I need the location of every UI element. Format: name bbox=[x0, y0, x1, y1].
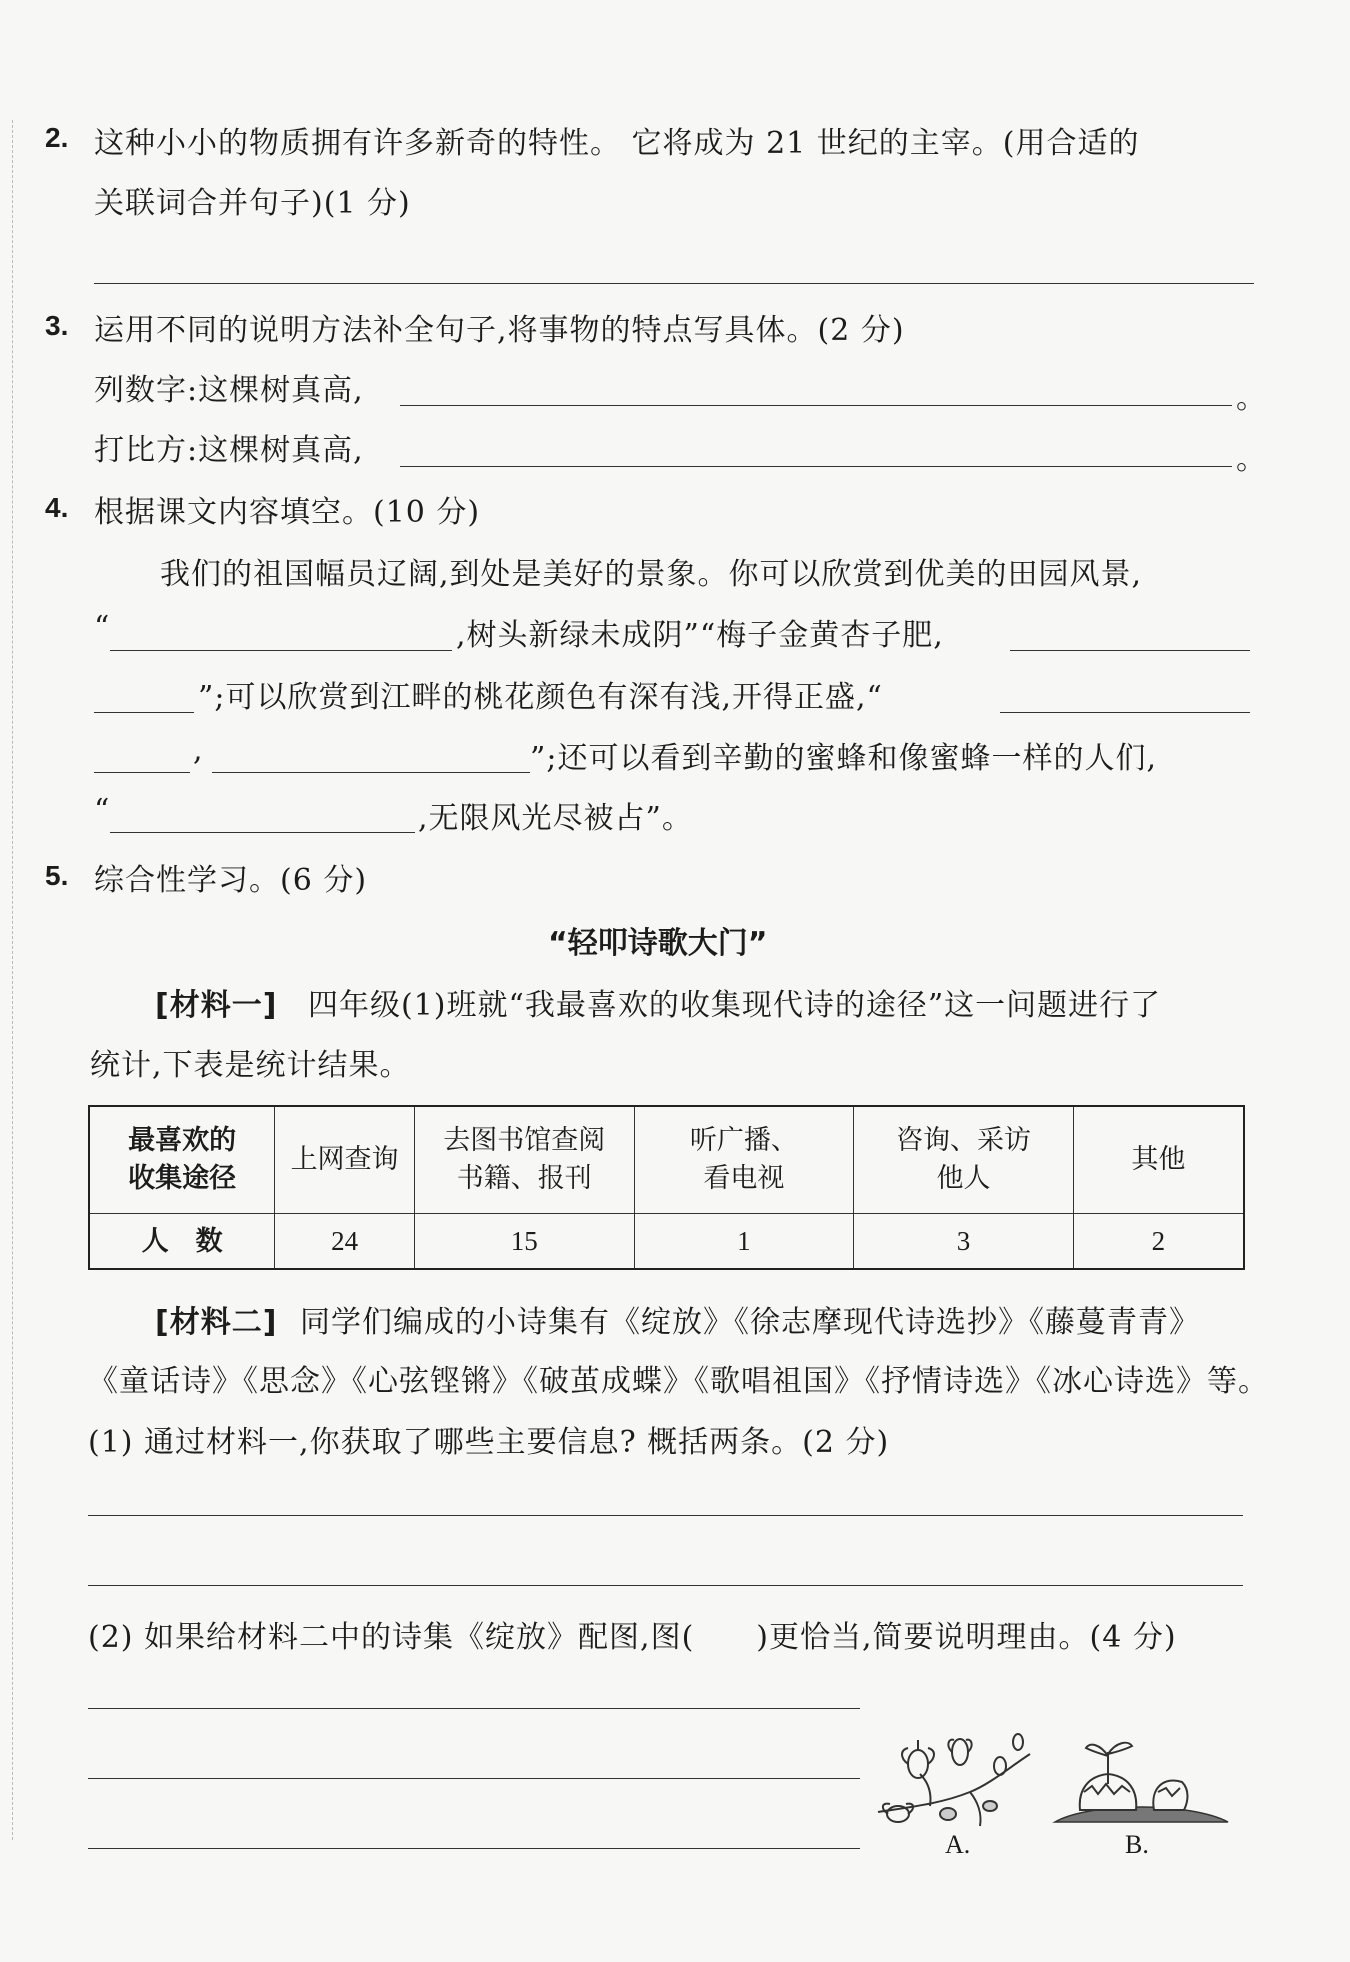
q3-row1-end: 。 bbox=[1236, 381, 1267, 416]
q3-number: 3. bbox=[45, 310, 69, 341]
sub1-answer-line-1[interactable] bbox=[88, 1515, 1243, 1516]
q5-sub2: (2) 如果给材料二中的诗集《绽放》配图,图( )更恰当,简要说明理由。(4 分) bbox=[88, 1620, 1177, 1655]
material1-label: [材料一] bbox=[155, 988, 278, 1023]
table-col-other: 其他 bbox=[1073, 1106, 1244, 1214]
q3-row2-end: 。 bbox=[1236, 442, 1267, 477]
material1-text: 四年级(1)班就“我最喜欢的收集现代诗的途径”这一问题进行了 bbox=[308, 988, 1162, 1023]
q4-para-line2: ,树头新绿未成阴”“梅子金黄杏子肥, bbox=[456, 618, 944, 653]
q5-sub1: (1) 通过材料一,你获取了哪些主要信息? 概括两条。(2 分) bbox=[88, 1425, 890, 1460]
q5-heading: “轻叩诗歌大门” bbox=[548, 926, 768, 961]
table-cell: 1 bbox=[634, 1214, 854, 1270]
table-value-row bbox=[89, 1214, 1244, 1270]
q4-quote-open: “ bbox=[94, 610, 111, 645]
q4-blank-5[interactable] bbox=[110, 832, 415, 833]
table-col-library: 去图书馆查阅 书籍、报刊 bbox=[414, 1106, 634, 1214]
material2-text: 同学们编成的小诗集有《绽放》《徐志摩现代诗选抄》《藤蔓青青》 bbox=[300, 1305, 1200, 1340]
material2-label: [材料二] bbox=[155, 1305, 278, 1340]
q3-row1-label: 列数字:这棵树真高, bbox=[94, 373, 364, 408]
q4-para-line5: ,无限风光尽被占”。 bbox=[418, 801, 693, 836]
table-cell: 15 bbox=[414, 1214, 634, 1270]
table-row-label: 人 数 bbox=[89, 1214, 275, 1270]
q3-row2-blank[interactable] bbox=[400, 466, 1232, 467]
table-cell: 3 bbox=[854, 1214, 1074, 1270]
q4-title: 根据课文内容填空。(10 分) bbox=[94, 495, 481, 530]
table-col-radio-tv: 听广播、 看电视 bbox=[634, 1106, 854, 1214]
q4-comma: , bbox=[193, 733, 204, 768]
q4-para-line4: ”;还可以看到辛勤的蜜蜂和像蜜蜂一样的人们, bbox=[530, 741, 1157, 776]
q3-row1-blank[interactable] bbox=[400, 405, 1232, 406]
sub2-answer-line-3[interactable] bbox=[88, 1848, 860, 1849]
q4-blank-3a[interactable] bbox=[1000, 712, 1250, 713]
q5-title: 综合性学习。(6 分) bbox=[94, 863, 368, 898]
table-col-interview: 咨询、采访 他人 bbox=[854, 1106, 1074, 1214]
q3-title: 运用不同的说明方法补全句子,将事物的特点写具体。(2 分) bbox=[94, 313, 905, 348]
sub1-answer-line-2[interactable] bbox=[88, 1585, 1243, 1586]
q5-number: 5. bbox=[45, 860, 69, 891]
q4-blank-4[interactable] bbox=[212, 772, 530, 773]
q4-blank-2b[interactable] bbox=[94, 712, 194, 713]
table-header-row bbox=[89, 1106, 1244, 1214]
option-a-flower-branch-image[interactable] bbox=[870, 1722, 1040, 1832]
q3-row2-label: 打比方:这棵树真高, bbox=[94, 433, 364, 468]
q4-quote-open-2: “ bbox=[94, 793, 111, 828]
sub2-answer-line-1[interactable] bbox=[88, 1708, 860, 1709]
survey-table bbox=[88, 1105, 1245, 1270]
option-b-label: B. bbox=[1125, 1830, 1149, 1859]
q4-blank-2a[interactable] bbox=[1010, 650, 1250, 651]
q4-number: 4. bbox=[45, 492, 69, 523]
q2-answer-line[interactable] bbox=[94, 283, 1254, 284]
q2-line2: 关联词合并句子)(1 分) bbox=[94, 186, 411, 221]
material2-text2: 《童话诗》《思念》《心弦铿锵》《破茧成蝶》《歌唱祖国》《抒情诗选》《冰心诗选》等。 bbox=[88, 1364, 1269, 1399]
q4-para-line3: ”;可以欣赏到江畔的桃花颜色有深有浅,开得正盛,“ bbox=[198, 680, 883, 715]
table-header-label: 最喜欢的 收集途径 bbox=[89, 1106, 275, 1214]
q4-blank-3b[interactable] bbox=[94, 772, 190, 773]
table-col-online: 上网查询 bbox=[275, 1106, 415, 1214]
option-b-sprout-eggshell-image[interactable] bbox=[1050, 1730, 1230, 1830]
table-cell: 2 bbox=[1073, 1214, 1244, 1270]
table-cell: 24 bbox=[275, 1214, 415, 1270]
sub2-answer-line-2[interactable] bbox=[88, 1778, 860, 1779]
margin-guide bbox=[12, 120, 13, 1840]
q4-para-line1: 我们的祖国幅员辽阔,到处是美好的景象。你可以欣赏到优美的田园风景, bbox=[160, 557, 1143, 592]
material1-text2: 统计,下表是统计结果。 bbox=[90, 1048, 411, 1083]
option-a-label: A. bbox=[945, 1830, 971, 1859]
q2-number: 2. bbox=[45, 122, 69, 153]
q2-line1: 这种小小的物质拥有许多新奇的特性。 它将成为 21 世纪的主宰。(用合适的 bbox=[94, 126, 1140, 161]
q4-blank-1[interactable] bbox=[110, 650, 452, 651]
